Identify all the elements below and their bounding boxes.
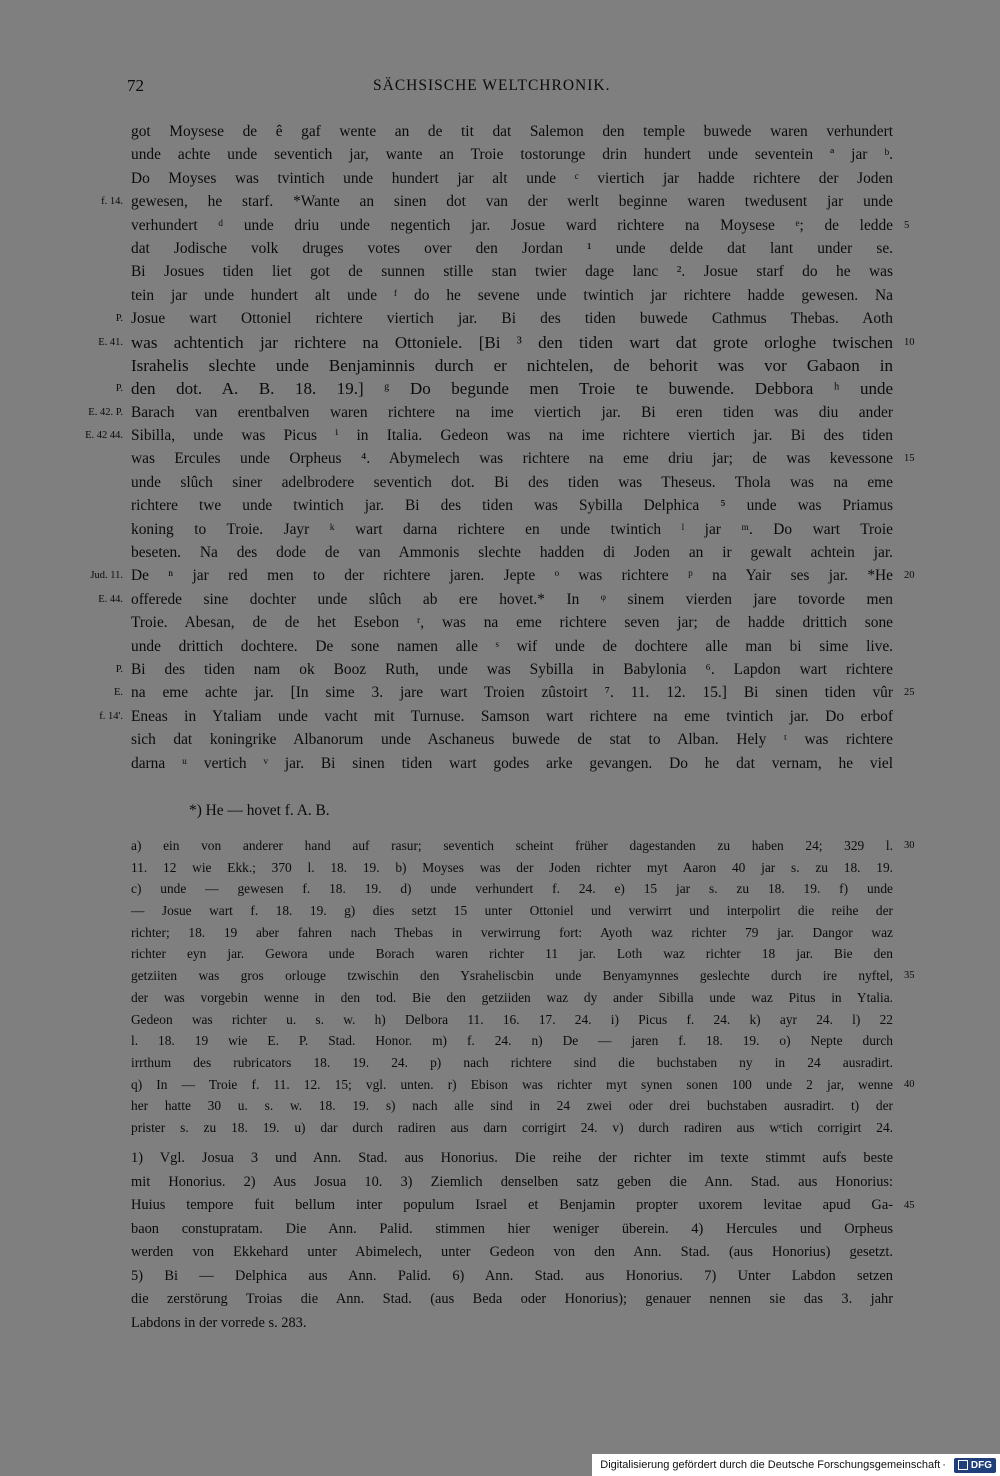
margin-reference: P.	[115, 383, 123, 395]
text-line	[113, 681, 915, 704]
line-text: darna ᵘ vertich ᵛ jar. Bi sinen tiden wart godes arke gevangen. Do he dat vernam, he viel	[131, 754, 893, 772]
dfg-logo: DFG	[954, 1458, 996, 1473]
footnote-line	[131, 1194, 915, 1218]
margin-reference: E. 42 44.	[85, 430, 123, 442]
line-text: Huius tempore fuit bellum inter populum Israel et Benjamin propter uxorem levitae apud Ga-	[131, 1197, 893, 1213]
margin-reference: P.	[115, 663, 123, 675]
apparatus-line	[131, 857, 893, 879]
text-footnote-star: *) He — hovet f. A. B.	[189, 802, 330, 819]
text-line	[131, 143, 893, 166]
line-text: Troie. Abesan, de de het Esebon ʳ, was na eme richtere seven jar; de hadde drittich sone	[131, 614, 893, 632]
text-line	[131, 167, 893, 190]
line-text: got Moysese de ê gaf wente an de tit dat Salemon den temple buwede waren verhundert	[131, 123, 893, 140]
line-text: gewesen, he starf. *Wante an sinen dot van der werlt beginne waren twedusent jar unde	[131, 193, 893, 211]
line-text: irrthum des rubricators 18. 19. 24. p) nach richtere sind die buchstaben ny in 24 ausradirt.	[131, 1054, 893, 1070]
text-line	[88, 401, 893, 424]
footnote-line	[131, 1171, 893, 1195]
line-text: koning to Troie. Jayr ᵏ wart darna richtere en unde twintich ˡ jar ᵐ. Do wart Troie	[131, 520, 893, 538]
line-number: 10	[904, 336, 915, 348]
footnote-line	[131, 1312, 893, 1336]
line-text: Josue wart Ottoniel richtere viertich jar. Bi des tiden buwede Cathmus Thebas. Aoth	[131, 310, 893, 328]
line-text: De ⁿ jar red men to der richtere jaren. Jepte ᵒ was richtere ᵖ na Yair ses jar. *He	[131, 567, 893, 585]
line-text: getziiten was gros orlouge tzwischin den Ysraheliscbin unde Benyamynnes geslechte durch ire nyftel,	[131, 968, 893, 984]
text-line	[101, 190, 893, 213]
footnote-line	[131, 1288, 893, 1312]
line-text: Bi Josues tiden liet got de sunnen stille stan twier dage lanc ². Josue starf do he was	[131, 263, 893, 281]
source-footnotes	[131, 1147, 915, 1335]
line-number: 15	[904, 453, 915, 465]
apparatus-line	[131, 1117, 893, 1139]
apparatus-line	[131, 1095, 893, 1117]
text-line	[131, 260, 893, 283]
text-line	[99, 705, 893, 728]
line-text: baon constupratam. Die Ann. Palid. stimmen hier weniger überein. 4) Hercules und Orpheus	[131, 1220, 893, 1237]
line-text: beseten. Na des dode de van Ammonis slechte hadden di Joden an ir gewalt achtein jar.	[131, 544, 893, 562]
line-number: 5	[904, 219, 910, 231]
line-text: Bi des tiden nam ok Booz Ruth, unde was Sybilla in Babylonia ⁶. Lapdon wart richtere	[131, 660, 893, 678]
line-text: l. 18. 19 wie E. P. Stad. Honor. m) f. 24. n) De — jaren f. 18. 19. o) Nepte durch	[131, 1033, 893, 1049]
line-text: — Josue wart f. 18. 19. g) dies setzt 15 unter Ottoniel und verwirrt und interpolirt die reihe der	[131, 903, 893, 919]
margin-reference: E.	[113, 687, 123, 699]
apparatus-line	[131, 1052, 893, 1074]
line-text: was achtentich jar richtere na Ottoniele. [Bi ³ den tiden wart dat grote orloghe twischen	[131, 332, 893, 352]
line-text: Gedeon was richter u. s. w. h) Delbora 11. 16. 17. 24. i) Picus f. 24. k) ayr 24. l) 22	[131, 1011, 893, 1027]
text-line	[131, 611, 893, 634]
line-text: Sibilla, unde was Picus ⁱ in Italia. Gedeon was na ime richtere viertich jar. Bi des tiden	[131, 427, 893, 445]
text-line	[85, 424, 893, 447]
line-text: was Ercules unde Orpheus ⁴. Abymelech was richtere na eme driu jar; de was kevessone	[131, 450, 893, 468]
text-line	[131, 752, 893, 775]
footnote-line	[131, 1147, 893, 1171]
line-text: mit Honorius. 2) Aus Josua 10. 3) Ziemlich denselben satz geben die Ann. Stad. aus Honorius:	[131, 1173, 893, 1190]
line-text: unde slûch siner adelbrodere seventich dot. Bi des tiden was Theseus. Thola was na eme	[131, 473, 893, 491]
line-text: c) unde — gewesen f. 18. 19. d) unde verhundert f. 24. e) 15 jar s. zu 18. 19. f) unde	[131, 881, 893, 897]
line-text: prister s. zu 18. 19. u) dar durch radiren aus darn corrigirt 24. v) durch radiren aus wᵉtich corrigirt 24.	[131, 1119, 893, 1135]
line-number: 30	[904, 840, 915, 851]
margin-reference: P.	[115, 313, 123, 325]
text-line	[115, 307, 893, 330]
text-line	[131, 635, 893, 658]
main-text	[85, 120, 915, 775]
running-title: SÄCHSISCHE WELTCHRONIK.	[373, 77, 611, 94]
line-text: Do Moyses was tvintich unde hundert jar alt unde ᶜ viertich jar hadde richtere der Joden	[131, 169, 893, 187]
line-text: Israhelis slechte unde Benjaminnis durch er nichtelen, de behorit was vor Gabaon in	[131, 355, 893, 375]
line-text: Barach van erentbalven waren richtere na ime viertich jar. Bi eren tiden was diu ander	[131, 403, 893, 421]
line-text: werden von Ekkehard unter Abimelech, unter Gedeon von den Ann. Stad. (aus Honorius) gesetzt.	[131, 1244, 893, 1260]
line-text: offerede sine dochter unde slûch ab ere hovet.* In ᵠ sinem vierden jare tovorde men	[131, 590, 893, 608]
text-line	[131, 214, 910, 237]
apparatus-line	[131, 1030, 893, 1052]
line-text: Labdons in der vorrede s. 283.	[131, 1314, 307, 1331]
dfg-icon	[958, 1460, 968, 1470]
text-line	[131, 284, 893, 307]
text-line	[131, 728, 893, 751]
margin-reference: Jud. 11.	[90, 570, 123, 582]
line-number: 35	[904, 970, 915, 982]
funding-note: Digitalisierung gefördert durch die Deutsche Forschungsgemeinschaft	[600, 1459, 941, 1471]
line-text: 5) Bi — Delphica aus Ann. Palid. 6) Ann. Stad. aus Honorius. 7) Unter Labdon setzen	[131, 1267, 893, 1284]
line-text: richter; 18. 19 aber fahren nach Thebas in verwirrung fort: Ayoth waz richter 79 jar. Dangor waz	[131, 924, 893, 940]
text-line	[131, 471, 893, 494]
apparatus-line	[131, 835, 915, 857]
line-text: a) ein von anderer hand auf rasur; seventich scheint früher dagestanden zu haben 24; 329 l.	[131, 838, 893, 853]
apparatus-line	[131, 965, 915, 987]
line-text: q) In — Troie f. 11. 12. 15; vgl. unten. r) Ebison was richter myt synen sonen 100 unde 2 jar, wenne	[131, 1076, 893, 1092]
apparatus-line	[131, 943, 893, 965]
text-line	[98, 331, 915, 354]
margin-reference: E. 44.	[98, 593, 123, 605]
text-line	[131, 237, 893, 260]
apparatus-line	[131, 878, 893, 900]
line-text: dat Jodische volk druges votes over den Jordan ¹ unde delde dat lant under se.	[131, 239, 893, 257]
apparatus-line	[131, 900, 893, 922]
line-text: sich dat koningrike Albanorum unde Aschaneus buwede de stat to Alban. Hely ᵗ was richtere	[131, 731, 893, 749]
text-line	[115, 377, 893, 400]
text-line	[131, 494, 893, 517]
apparatus-line	[131, 922, 893, 944]
text-line	[90, 564, 915, 587]
running-header	[0, 76, 1000, 102]
footnote-line	[131, 1241, 893, 1265]
line-text: unde drittich dochtere. De sone namen alle ˢ wif unde de dochtere alle man bi sime live.	[131, 637, 893, 655]
line-text: her hatte 30 u. s. w. 18. 19. s) nach alle sind in 24 zwei oder drei buchstaben ausradirt. t) der	[131, 1098, 893, 1114]
text-line	[131, 518, 893, 541]
line-number: 20	[904, 570, 915, 582]
footer-bar: Digitalisierung gefördert durch die Deutsche Forschungsgemeinschaft · DFG	[592, 1454, 1000, 1476]
line-text: verhundert ᵈ unde driu unde negentich jar. Josue ward richtere na Moysese ᵉ; de ledde	[131, 216, 893, 234]
text-line	[131, 447, 915, 470]
line-text: den dot. A. B. 18. 19.] ᵍ Do begunde men Troie te buwende. Debbora ʰ unde	[131, 379, 893, 399]
line-text: der was vorgebin wenne in den tod. Bie den getziiden waz dy ander Sibilla unde waz Pitus in Ytalia.	[131, 989, 893, 1005]
text-line	[131, 354, 893, 377]
line-text: richtere twe unde twintich jar. Bi des tiden was Sybilla Delphica ⁵ unde was Priamus	[131, 497, 893, 515]
text-line	[131, 120, 893, 143]
margin-reference: E. 41.	[98, 336, 123, 348]
page-number: 72	[127, 76, 144, 95]
footnote-line	[131, 1265, 893, 1289]
line-text: 11. 12 wie Ekk.; 370 l. 18. 19. b) Moyses was der Joden richter myt Aaron 40 jar s. zu 18. 19.	[131, 859, 893, 875]
line-text: richter eyn jar. Gewora unde Borach waren richter 11 jar. Loth waz richter 18 jar. Bie den	[131, 946, 893, 962]
apparatus-line	[131, 987, 893, 1009]
line-number: 25	[904, 687, 915, 699]
footnote-line	[131, 1218, 893, 1242]
text-line	[131, 541, 893, 564]
line-number: 45	[904, 1200, 915, 1211]
line-text: die zerstörung Troias die Ann. Stad. (aus Beda oder Honorius); genauer nennen sie das 3. jahr	[131, 1291, 893, 1307]
line-text: 1) Vgl. Josua 3 und Ann. Stad. aus Honorius. Die reihe der richter im texte stimmt aufs beste	[131, 1150, 893, 1166]
line-text: unde achte unde seventich jar, wante an Troie tostorunge drin hundert unde seventein ª jar ᵇ.	[131, 146, 893, 164]
margin-reference: f. 14.	[101, 196, 123, 208]
text-line	[115, 658, 893, 681]
line-text: tein jar unde hundert alt unde ᶠ do he sevene unde twintich jar richtere hadde gewesen. Na	[131, 286, 893, 304]
margin-reference: E. 42. P.	[88, 406, 123, 418]
critical-apparatus	[131, 835, 915, 1139]
line-text: na eme achte jar. [In sime 3. jare wart Troien zûstoirt ⁷. 11. 12. 15.] Bi sinen tiden vûr	[131, 684, 893, 702]
line-number: 40	[904, 1078, 915, 1090]
apparatus-line	[131, 1074, 915, 1096]
margin-reference: f. 14'.	[99, 710, 123, 722]
line-text: Eneas in Ytaliam unde vacht mit Turnuse. Samson wart richtere na eme tvintich jar. Do erbof	[131, 707, 893, 725]
text-line	[98, 588, 893, 611]
apparatus-line	[131, 1009, 893, 1031]
